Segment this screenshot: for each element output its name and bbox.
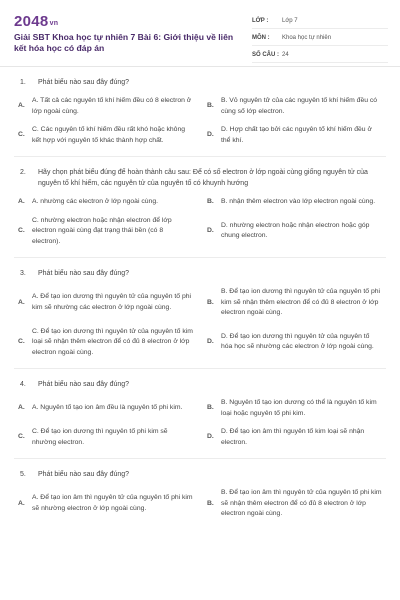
- option-letter: D.: [207, 131, 214, 139]
- meta-value: 24: [282, 52, 289, 58]
- option-text: C. Để tạo ion dương thì nguyên tử của nguyên tố kim loại sẽ nhận thêm electron để có đủ 8 electron ở lớp electron ngoài cùng.: [32, 327, 193, 356]
- question-1: [14, 67, 386, 157]
- option-text: B. Vỏ nguyên tử của các nguyên tố khí hiếm đều có cùng số lớp electron.: [221, 97, 378, 115]
- question-text: [14, 77, 386, 88]
- logo-text: 2048: [14, 13, 49, 30]
- option-d[interactable]: [203, 327, 386, 359]
- option-a[interactable]: [14, 96, 197, 117]
- option-text: B. nhận thêm electron vào lớp electron ngoài cùng.: [221, 198, 376, 205]
- option-b[interactable]: [203, 287, 386, 319]
- option-text: A. Để tạo ion dương thì nguyên tử của nguyên tố phi kim sẽ nhường các electron ở lớp ngoài cùng.: [32, 293, 192, 311]
- option-letter: A.: [18, 298, 25, 306]
- question-body: Phát biểu nào sau đây đúng?: [38, 79, 130, 86]
- question-4: [14, 369, 386, 459]
- meta-label: MÔN :: [252, 35, 270, 41]
- option-letter: C.: [18, 227, 25, 234]
- question-number: 1.: [20, 79, 26, 86]
- option-letter: B.: [207, 102, 214, 110]
- option-text: A. Nguyên tố tạo ion âm đều là nguyên tố phi kim.: [32, 404, 183, 412]
- option-a[interactable]: [14, 287, 197, 319]
- option-letter: B.: [207, 298, 214, 306]
- option-letter: C.: [18, 433, 25, 441]
- option-letter: D.: [207, 338, 214, 345]
- option-letter: A.: [18, 198, 25, 205]
- option-b[interactable]: [203, 96, 386, 117]
- answer-options: [14, 287, 386, 368]
- option-letter: A.: [18, 404, 25, 412]
- option-a[interactable]: [14, 488, 197, 520]
- option-c[interactable]: [14, 216, 197, 248]
- option-letter: A.: [18, 499, 25, 507]
- option-letter: B.: [207, 499, 214, 507]
- option-b[interactable]: [203, 197, 386, 208]
- option-text: D. nhường electron hoặc nhận electron hoặc góp chung electron.: [221, 221, 370, 240]
- meta-value: Khoa học tự nhiên: [282, 35, 332, 41]
- option-text: B. Để tạo ion âm thì nguyên tử của nguyên tố phi kim sẽ nhận thêm electron để có đủ 8 electron ở lớp electron ngoài cùng.: [221, 489, 382, 517]
- option-text: C. Các nguyên tố khí hiếm đều rất khó hoặc không kết hợp với nguyên tố khác thành hợp chất.: [32, 126, 186, 144]
- question-body: Phát biểu nào sau đây đúng?: [38, 381, 130, 388]
- question-text: [14, 167, 386, 189]
- option-b[interactable]: [203, 488, 386, 520]
- question-number: 3.: [20, 270, 26, 277]
- option-text: D. Để tạo ion dương thì nguyên tử của nguyên tố hóa học sẽ nhường các electron ở lớp ngoài cùng.: [221, 332, 374, 351]
- option-d[interactable]: [203, 125, 386, 146]
- answer-options: [14, 197, 386, 257]
- question-text: [14, 268, 386, 279]
- meta-row-count: [252, 48, 388, 63]
- option-letter: B.: [207, 404, 214, 412]
- option-b[interactable]: [203, 398, 386, 419]
- option-text: B. Để tạo ion dương thì nguyên tử của nguyên tố phi kim sẽ nhận thêm electron để có đủ 8 electron ở lớp electron ngoài cùng.: [221, 288, 381, 316]
- page-header: [0, 0, 400, 67]
- question-5: [14, 459, 386, 530]
- option-text: B. Nguyên tố tạo ion dương có thể là nguyên tố kim loại hoặc nguyên tố phi kim.: [221, 399, 377, 417]
- question-body: Hãy chọn phát biểu đúng để hoàn thành câu sau: Để có số electron ở lớp ngoài cùng giống nguyên tử của nguyên tố khí hiếm, các nguyên tử của nguyên tố có khuynh hướng: [38, 169, 368, 187]
- meta-label: SỐ CÂU :: [252, 52, 279, 58]
- site-logo[interactable]: [14, 13, 58, 30]
- question-number: 5.: [20, 471, 26, 478]
- option-text: D. Để tạo ion âm thì nguyên tố kim loại sẽ nhận electron.: [221, 428, 365, 446]
- logo-suffix: vn: [49, 20, 59, 27]
- option-a[interactable]: [14, 197, 197, 208]
- option-text: A. Để tạo ion âm thì nguyên tử của nguyên tố phi kim sẽ nhường electron ở lớp ngoài cùng.: [32, 494, 193, 512]
- meta-label: LỚP :: [252, 18, 269, 24]
- option-letter: D.: [207, 227, 214, 234]
- option-a[interactable]: [14, 398, 197, 419]
- option-letter: A.: [18, 102, 25, 110]
- option-letter: C.: [18, 131, 25, 139]
- option-text: A. Tất cả các nguyên tố khí hiếm đều có 8 electron ở lớp ngoài cùng.: [32, 97, 192, 115]
- option-text: C. Để tạo ion dương thì nguyên tố phi kim sẽ nhường electron.: [32, 428, 168, 446]
- question-2: [14, 157, 386, 258]
- option-text: C. nhường electron hoặc nhận electron để lớp electron ngoài cùng đạt trạng thái bền (có 8 electron).: [32, 216, 172, 245]
- question-number: 4.: [20, 381, 26, 388]
- question-body: Phát biểu nào sau đây đúng?: [38, 471, 130, 478]
- option-letter: D.: [207, 433, 214, 441]
- option-text: A. nhường các electron ở lớp ngoài cùng.: [32, 198, 158, 205]
- option-c[interactable]: [14, 327, 197, 359]
- option-c[interactable]: [14, 427, 197, 448]
- question-list: [0, 67, 400, 530]
- answer-options: [14, 488, 386, 530]
- question-text: [14, 469, 386, 480]
- option-c[interactable]: [14, 125, 197, 146]
- question-text: [14, 379, 386, 390]
- document-meta: [252, 14, 388, 65]
- question-number: 2.: [20, 169, 26, 176]
- option-letter: C.: [18, 338, 25, 345]
- answer-options: [14, 96, 386, 156]
- option-letter: B.: [207, 198, 214, 205]
- question-body: Phát biểu nào sau đây đúng?: [38, 270, 130, 277]
- meta-row-class: [252, 14, 388, 29]
- option-d[interactable]: [203, 216, 386, 248]
- option-text: D. Hợp chất tạo bởi các nguyên tố khí hiếm đều ở thể khí.: [221, 126, 372, 144]
- question-3: [14, 258, 386, 369]
- meta-value: Lớp 7: [282, 18, 298, 24]
- document-title: Giải SBT Khoa học tự nhiên 7 Bài 6: Giới thiệu về liên kết hóa học có đáp án: [14, 32, 234, 53]
- option-d[interactable]: [203, 427, 386, 448]
- answer-options: [14, 398, 386, 458]
- meta-row-subject: [252, 31, 388, 46]
